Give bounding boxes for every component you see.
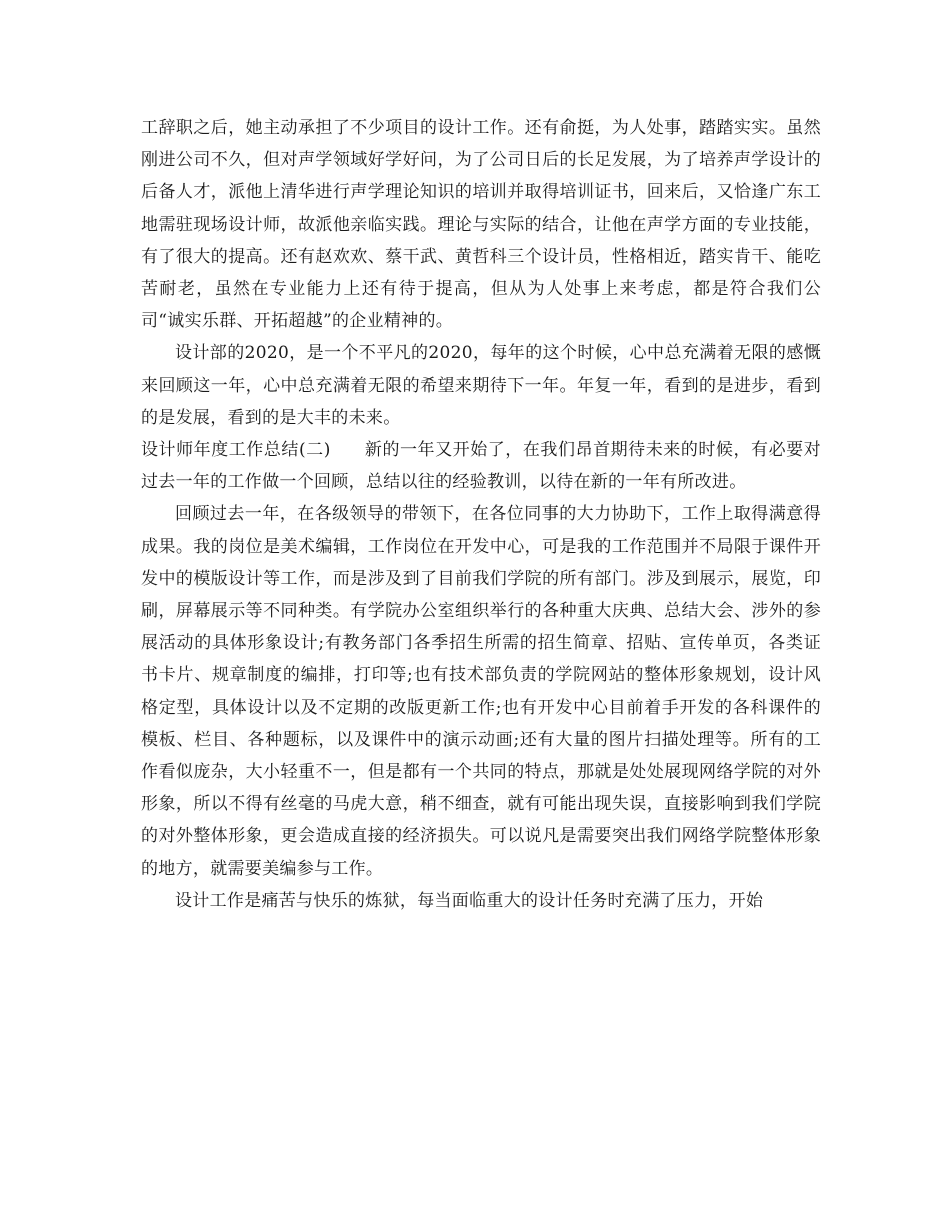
- paragraph-4: 回顾过去一年，在各级领导的带领下，在各位同事的大力协助下，工作上取得满意得成果。我的岗位是美术编辑，工作岗位在开发中心，可是我的工作范围并不局限于课件开发中的模版设计等工作，而是涉及到了目前我们学院的所有部门。涉及到展示，展览，印刷，屏幕展示等不同种类。有学院办公室组织举行的各种重大庆典、总结大会、涉外的参展活动的具体形象设计;有教务部门各季招生所需的招生简章、招贴、宣传单页，各类证书卡片、规章制度的编排，打印等;也有技术部负责的学院网站的整体形象规划，设计风格定型，具体设计以及不定期的改版更新工作;也有开发中心目前着手开发的各科课件的模板、栏目、各种题标，以及课件中的演示动画;还有大量的图片扫描处理等。所有的工作看似庞杂，大小轻重不一，但是都有一个共同的特点，那就是处处展现网络学院的对外形象，所以不得有丝毫的马虎大意，稍不细查，就有可能出现失误，直接影响到我们学院的对外整体形象，更会造成直接的经济损失。可以说凡是需要突出我们网络学院整体形象的地方，就需要美编参与工作。: [141, 504, 821, 879]
- section-heading-line: [141, 434, 821, 498]
- body-text: [141, 112, 821, 917]
- paragraph-2: 设计部的2020，是一个不平凡的2020，每年的这个时候，心中总充满着无限的感慨来回顾这一年，心中总充满着无限的希望来期待下一年。年复一年，看到的是进步，看到的是发展，看到的是大丰的未来。: [141, 343, 821, 428]
- section-intro: 新的一年又开始了，在我们昂首期待未来的时候，有必要对过去一年的工作做一个回顾，总结以往的经验教训，以待在新的一年有所改进。: [141, 440, 821, 493]
- paragraph-1: 工辞职之后，她主动承担了不少项目的设计工作。还有俞挺，为人处事，踏踏实实。虽然刚进公司不久，但对声学领域好学好问，为了公司日后的长足发展，为了培养声学设计的后备人才，派他上清华进行声学理论知识的培训并取得培训证书，回来后，又恰逢广东工地需驻现场设计师，故派他亲临实践。理论与实际的结合，让他在声学方面的专业技能，有了很大的提高。还有赵欢欢、蔡干武、黄哲科三个设计员，性格相近，踏实肯干、能吃苦耐老，虽然在专业能力上还有待于提高，但从为人处事上来考虑，都是符合我们公司“诚实乐群、开拓超越”的企业精神的。: [141, 118, 821, 332]
- paragraph-5: 设计工作是痛苦与快乐的炼狱，每当面临重大的设计任务时充满了压力，开始: [175, 890, 764, 911]
- section-heading: 设计师年度工作总结(二): [141, 440, 331, 461]
